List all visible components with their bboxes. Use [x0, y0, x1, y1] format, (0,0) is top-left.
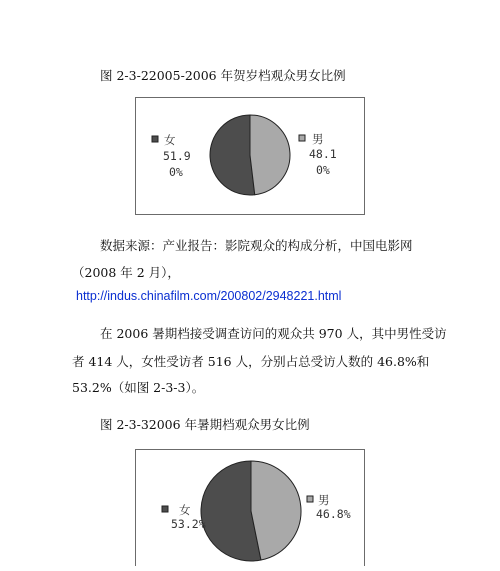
figure2-caption: 图 2-3-32006 年暑期档观众男女比例: [100, 417, 310, 432]
legend-swatch-male: [299, 135, 305, 141]
legend-value-male-line2: 0%: [316, 163, 330, 177]
paragraph-line-2: 者 414 人，女性受访者 516 人，分别占总受访人数的 46.8%和: [72, 354, 430, 369]
legend-swatch-male: [307, 496, 313, 502]
legend-label-female: 女: [164, 133, 176, 147]
source-line-1: 数据来源：产业报告：影院观众的构成分析，中国电影网: [100, 238, 413, 253]
pie-slice-female: [210, 115, 255, 195]
legend-value-female: 53.2%: [171, 517, 206, 531]
figure1-chart: [135, 97, 365, 215]
paragraph-line-1: 在 2006 暑期档接受调查访问的观众共 970 人，其中男性受访: [100, 326, 447, 341]
paragraph-line-3: 53.2%（如图 2-3-3）。: [72, 380, 205, 395]
legend-value-male-line1: 48.1: [309, 147, 337, 161]
legend-value-female-line2: 0%: [169, 165, 183, 179]
legend-value-male: 46.8%: [316, 507, 351, 521]
figure1-pie-svg: [136, 98, 364, 214]
legend-swatch-female: [162, 506, 168, 512]
figure2-pie-svg: [136, 450, 364, 567]
figure1-caption: 图 2-3-22005-2006 年贺岁档观众男女比例: [100, 68, 346, 83]
source-line-2: （2008 年 2 月），: [72, 265, 180, 280]
pie-slice-male: [251, 461, 301, 560]
legend-label-female: 女: [179, 503, 191, 517]
legend-value-female-line1: 51.9: [163, 149, 191, 163]
source-url-link[interactable]: http://indus.chinafilm.com/200802/2948221.html: [76, 289, 342, 303]
legend-label-male: 男: [318, 493, 330, 507]
pie-slice-male: [250, 115, 290, 195]
legend-label-male: 男: [312, 132, 324, 146]
legend-swatch-female: [152, 136, 158, 142]
figure2-chart: [135, 449, 365, 566]
